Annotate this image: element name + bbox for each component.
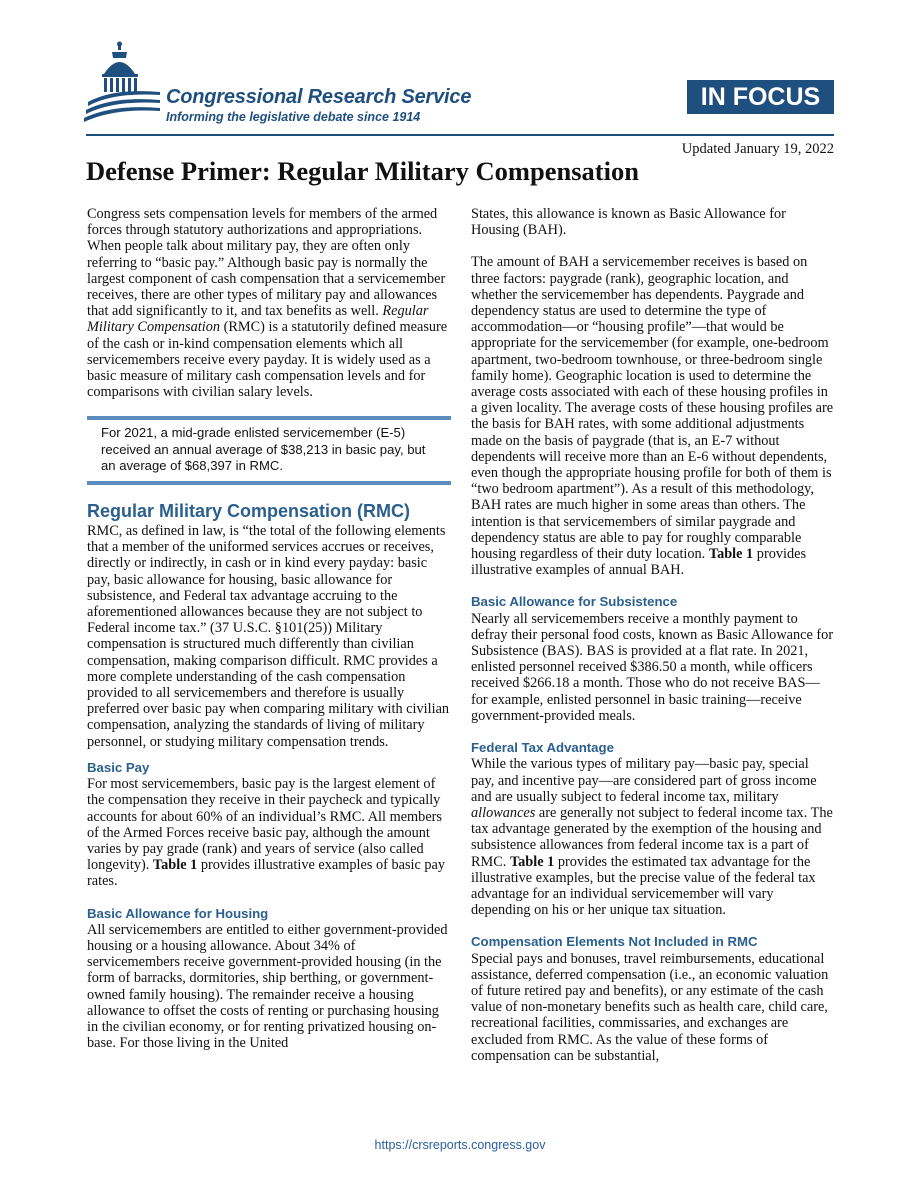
bah-detail-text-cont: provides illustrative examples of annual BAH. (471, 546, 807, 579)
basic-pay-text-cont: provides illustrative examples of basic pay rates. (87, 857, 446, 890)
rmc-paragraph: RMC, as defined in law, is “the total of the following elements that a member of the uniformed services accrues or receives, directly or indirectly, in cash or in kind every payday: basic pay, basic allowance for housing, basic allowance for subsistence, and Federal tax advantage accruing to the aforementioned allowances because they are not subject to Federal income tax.” (37 U.S.C. §101(25)) Military compensation is structured much differently than civilian compensation, making comparison difficult. RMC provides a more complete understanding of the cash compensation provided to all servicemembers and therefore is usually preferred over basic pay when comparing military with civilian compensation, analyzing the standards of living of military personnel, or studying military compensation trends. (87, 523, 450, 750)
bah-heading: Basic Allowance for Housing (87, 905, 269, 921)
fta-text: While the various types of military pay—basic pay, special pay, and incentive pay—are considered part of gross income and are usually subject to federal income tax, military (471, 756, 817, 805)
header-divider (86, 134, 834, 136)
cni-paragraph: Special pays and bonuses, travel reimbursements, educational assistance, deferred compensation (i.e., an economic valuation of future retired pay and benefits), or any estimate of the cash value of non-monetary benefits such as health care, child care, recreational facilities, commissaries, and exchanges are excluded from RMC. As the value of these forms of compensation can be substantial, (471, 950, 829, 1064)
page-title: Defense Primer: Regular Military Compensation (86, 156, 639, 186)
intro-paragraph (87, 206, 451, 400)
basic-pay-heading: Basic Pay (87, 759, 150, 775)
bas-paragraph: Nearly all servicemembers receive a monthly payment to defray their personal food costs, known as Basic Allowance for Subsistence (BAS). BAS is provided at a flat rate. In 2021, enlisted personnel received $386.50 a month, while officers received $266.18 a month. Those who do not receive BAS—for example, enlisted personnel in basic training—receive government-provided meals. (471, 610, 834, 724)
fta-emphasis: allowances (471, 804, 536, 821)
footer-link[interactable]: https://crsreports.congress.gov (374, 1138, 546, 1152)
intro-text-cont: (RMC) is a statutorily defined measure of the cash or in-kind compensation elements which all servicemembers receive every payday. It is widely used as a basic measure of military cash compensation levels and for comparisons with civilian salary levels. (87, 319, 448, 401)
intro-text: Congress sets compensation levels for members of the armed forces through statutory authorizations and appropriations. When people talk about military pay, they are often only referring to “basic pay.” Although basic pay is normally the largest component of cash compensation that a servicemember receives, there are other types of military pay and allowances that add significantly to it, and tax benefits as well. (87, 206, 446, 320)
left-column (87, 206, 451, 1051)
in-focus-badge: IN FOCUS (687, 80, 834, 114)
bah-paragraph: All servicemembers are entitled to either government-provided housing or a housing allowance. About 34% of servicemembers receive government-provided housing (in the form of barracks, dormitories, ship berthing, or government-owned family housing). The remainder receive a housing allowance to offset the costs of renting or purchasing housing in the civilian economy, or for renting privatized housing on-base. For those living in the United (87, 921, 448, 1052)
updated-date: Updated January 19, 2022 (681, 141, 834, 157)
fta-heading: Federal Tax Advantage (471, 740, 614, 756)
table-1-ref: Table 1 (152, 857, 198, 874)
fta-text-cont: are generally not subject to federal income tax. The tax advantage generated by the exemption of the housing and subsistence allowances from federal income tax is a part of RMC. (471, 804, 833, 870)
capitol-dome-logo-icon (84, 40, 164, 122)
org-tagline: Informing the legislative debate since 1914 (166, 110, 421, 124)
intro-emphasis: Regular Military Compensation (87, 303, 429, 336)
cni-heading: Compensation Elements Not Included in RMC (471, 934, 758, 950)
bah-continued: States, this allowance is known as Basic Allowance for Housing (BAH). (471, 206, 786, 239)
fta-text-end: provides the estimated tax advantage for the illustrative examples, but the precise value of the federal tax advantage for an individual servicemember will vary depending on his or her unique tax situation. (471, 853, 816, 919)
bah-detail-paragraph (471, 254, 835, 578)
org-name: Congressional Research Service (166, 86, 472, 108)
table-1-ref: Table 1 (509, 853, 555, 870)
fta-paragraph (471, 756, 835, 918)
right-column (471, 206, 835, 1064)
bas-heading: Basic Allowance for Subsistence (471, 594, 678, 610)
basic-pay-paragraph (87, 776, 451, 889)
callout-box: For 2021, a mid-grade enlisted servicemember (E-5) received an annual average of $38,213 in basic pay, but an average of $68,397 in RMC. (87, 416, 451, 485)
rmc-heading: Regular Military Compensation (RMC) (87, 501, 411, 522)
table-1-ref: Table 1 (708, 546, 754, 563)
bah-detail-text: The amount of BAH a servicemember receives is based on three factors: paygrade (rank), geographic location, and whether the servicemember has dependents. Paygrade and dependency status are used to determine the type of accommodation—or “housing profile”—that would be appropriate for the servicemember (for example, one-bedroom apartment, two-bedroom townhouse, or three-bedroom single family home). Geographic location is used to determine the average costs associated with each of these housing profiles in a given locality. The average costs of these housing profiles are the basis for BAH rates, with some additional adjustments made on the basis of paygrade (that is, an E-7 without dependents will receive more than an E-6 without dependents, even though the appropriate housing profile for both of them is “two bedroom apartment”). As a result of this methodology, BAH rates are much higher in some areas than others. The intention is that servicemembers of similar paygrade and dependency status are able to pay for roughly comparable housing regardless of their duty location. (471, 254, 834, 563)
basic-pay-text: For most servicemembers, basic pay is the largest element of the compensation they receive in their paycheck and typically accounts for about 60% of an individual’s RMC. All members of the Armed Forces receive basic pay, although the amount varies by pay grade (rank) and years of service (also called longevity). (87, 776, 442, 874)
